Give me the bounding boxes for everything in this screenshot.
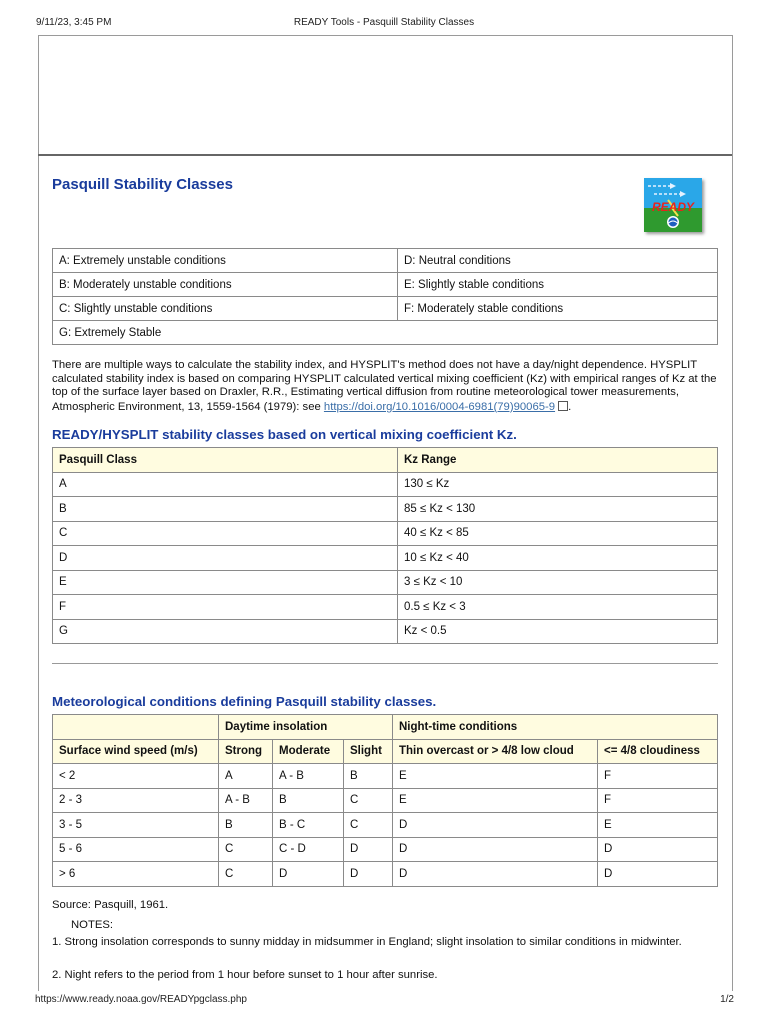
met-heading: Meteorological conditions defining Pasquill stability classes. <box>52 694 437 709</box>
kz-heading: READY/HYSPLIT stability classes based on vertical mixing coefficient Kz. <box>52 427 517 442</box>
logo-text: READY <box>651 200 695 214</box>
print-page-number: 1/2 <box>720 994 734 1005</box>
kz-range-cell: 85 ≤ Kz < 130 <box>398 497 718 522</box>
ready-logo <box>644 178 702 232</box>
stability-classes-body <box>53 249 718 345</box>
class-cell: A: Extremely unstable conditions <box>53 249 398 273</box>
print-title: READY Tools - Pasquill Stability Classes <box>293 17 475 28</box>
kz-row <box>53 570 718 595</box>
met-cell: C <box>219 837 273 862</box>
met-cell: D <box>393 813 598 838</box>
class-cell: B: Moderately unstable conditions <box>53 273 398 297</box>
met-cell: D <box>598 837 718 862</box>
met-row <box>53 813 718 838</box>
source-text: Source: Pasquill, 1961. <box>52 899 169 911</box>
met-cell: E <box>393 788 598 813</box>
description-paragraph <box>52 359 722 414</box>
met-cell: A <box>219 764 273 789</box>
met-cell: < 2 <box>53 764 219 789</box>
kz-row <box>53 619 718 644</box>
met-cell: D <box>344 837 393 862</box>
kz-table <box>52 447 718 644</box>
met-cell: D <box>393 837 598 862</box>
met-cell: D <box>344 862 393 887</box>
kz-row <box>53 497 718 522</box>
kz-class-cell: G <box>53 619 398 644</box>
kz-class-cell: D <box>53 546 398 571</box>
kz-class-cell: E <box>53 570 398 595</box>
description-text: There are multiple ways to calculate the stability index, and HYSPLIT's method does not have a day/night dependence. HYSPLIT calculated stability index is based on comparing HYSPLIT calculated vertical mixing coefficient (Kz) with empirical ranges of Kz at the top of the surface layer based on Draxler, R.R., Estimating vertical diffusion from routine meteorological tower measurements, Atmospheric Environment, 13, 1559-1564 (1979): see <box>52 359 717 413</box>
kz-class-cell: C <box>53 521 398 546</box>
note-2: 2. Night refers to the period from 1 hour before sunset to 1 hour after sunrise. <box>52 969 438 981</box>
note-1: 1. Strong insolation corresponds to sunny midday in midsummer in England; slight insolation to similar conditions in midwinter. <box>52 936 682 948</box>
met-header-overcast: Thin overcast or > 4/8 low cloud <box>393 739 598 764</box>
kz-header-row <box>53 448 718 473</box>
kz-row <box>53 546 718 571</box>
kz-range-cell: 40 ≤ Kz < 85 <box>398 521 718 546</box>
kz-row <box>53 521 718 546</box>
met-cell: E <box>598 813 718 838</box>
stability-classes-table <box>52 248 718 345</box>
met-cell: D <box>273 862 344 887</box>
ready-logo-icon <box>644 178 702 232</box>
class-cell: C: Slightly unstable conditions <box>53 297 398 321</box>
notes-title: NOTES: <box>71 919 114 931</box>
met-group-daytime: Daytime insolation <box>219 715 393 740</box>
external-link-icon <box>558 401 568 411</box>
met-header-strong: Strong <box>219 739 273 764</box>
met-row <box>53 788 718 813</box>
met-row <box>53 862 718 887</box>
met-cell: B <box>219 813 273 838</box>
kz-class-cell: A <box>53 472 398 497</box>
class-row <box>53 273 718 297</box>
kz-row <box>53 472 718 497</box>
met-cell: D <box>393 862 598 887</box>
section-divider <box>52 663 718 664</box>
met-body <box>53 764 718 887</box>
met-cell: C - D <box>273 837 344 862</box>
met-cell: C <box>344 813 393 838</box>
met-group-night: Night-time conditions <box>393 715 718 740</box>
kz-range-cell: 130 ≤ Kz <box>398 472 718 497</box>
kz-range-cell: 10 ≤ Kz < 40 <box>398 546 718 571</box>
kz-range-cell: 0.5 ≤ Kz < 3 <box>398 595 718 620</box>
banner-divider <box>38 154 732 156</box>
print-date: 9/11/23, 3:45 PM <box>36 17 112 28</box>
met-row <box>53 764 718 789</box>
met-header-row <box>53 739 718 764</box>
class-cell: E: Slightly stable conditions <box>398 273 718 297</box>
description-end: . <box>568 400 572 413</box>
class-row <box>53 297 718 321</box>
met-cell: 5 - 6 <box>53 837 219 862</box>
kz-class-cell: B <box>53 497 398 522</box>
met-table <box>52 714 718 887</box>
kz-row <box>53 595 718 620</box>
kz-header-range: Kz Range <box>398 448 718 473</box>
print-url: https://www.ready.noaa.gov/READYpgclass.php <box>35 994 247 1005</box>
met-cell: A - B <box>219 788 273 813</box>
met-cell: B <box>344 764 393 789</box>
met-header-wind: Surface wind speed (m/s) <box>53 739 219 764</box>
kz-range-cell: Kz < 0.5 <box>398 619 718 644</box>
kz-body <box>53 472 718 644</box>
met-cell: > 6 <box>53 862 219 887</box>
class-cell: G: Extremely Stable <box>53 321 718 345</box>
kz-header-class: Pasquill Class <box>53 448 398 473</box>
met-cell: B <box>273 788 344 813</box>
met-cell: F <box>598 788 718 813</box>
class-row <box>53 249 718 273</box>
kz-range-cell: 3 ≤ Kz < 10 <box>398 570 718 595</box>
met-cell: A - B <box>273 764 344 789</box>
met-cell: D <box>598 862 718 887</box>
class-row <box>53 321 718 345</box>
met-cell: B - C <box>273 813 344 838</box>
met-cell: F <box>598 764 718 789</box>
class-cell: F: Moderately stable conditions <box>398 297 718 321</box>
met-cell: 3 - 5 <box>53 813 219 838</box>
met-header-moderate: Moderate <box>273 739 344 764</box>
met-cell: 2 - 3 <box>53 788 219 813</box>
class-cell: D: Neutral conditions <box>398 249 718 273</box>
met-cell: E <box>393 764 598 789</box>
met-cell: C <box>344 788 393 813</box>
met-cell: C <box>219 862 273 887</box>
print-header <box>0 17 768 31</box>
met-group-header-row <box>53 715 718 740</box>
page-title: Pasquill Stability Classes <box>52 176 233 193</box>
met-group-empty <box>53 715 219 740</box>
doi-link[interactable]: https://doi.org/10.1016/0004-6981(79)90065-9 <box>323 400 556 413</box>
kz-class-cell: F <box>53 595 398 620</box>
met-header-cloudiness: <= 4/8 cloudiness <box>598 739 718 764</box>
met-row <box>53 837 718 862</box>
met-header-slight: Slight <box>344 739 393 764</box>
